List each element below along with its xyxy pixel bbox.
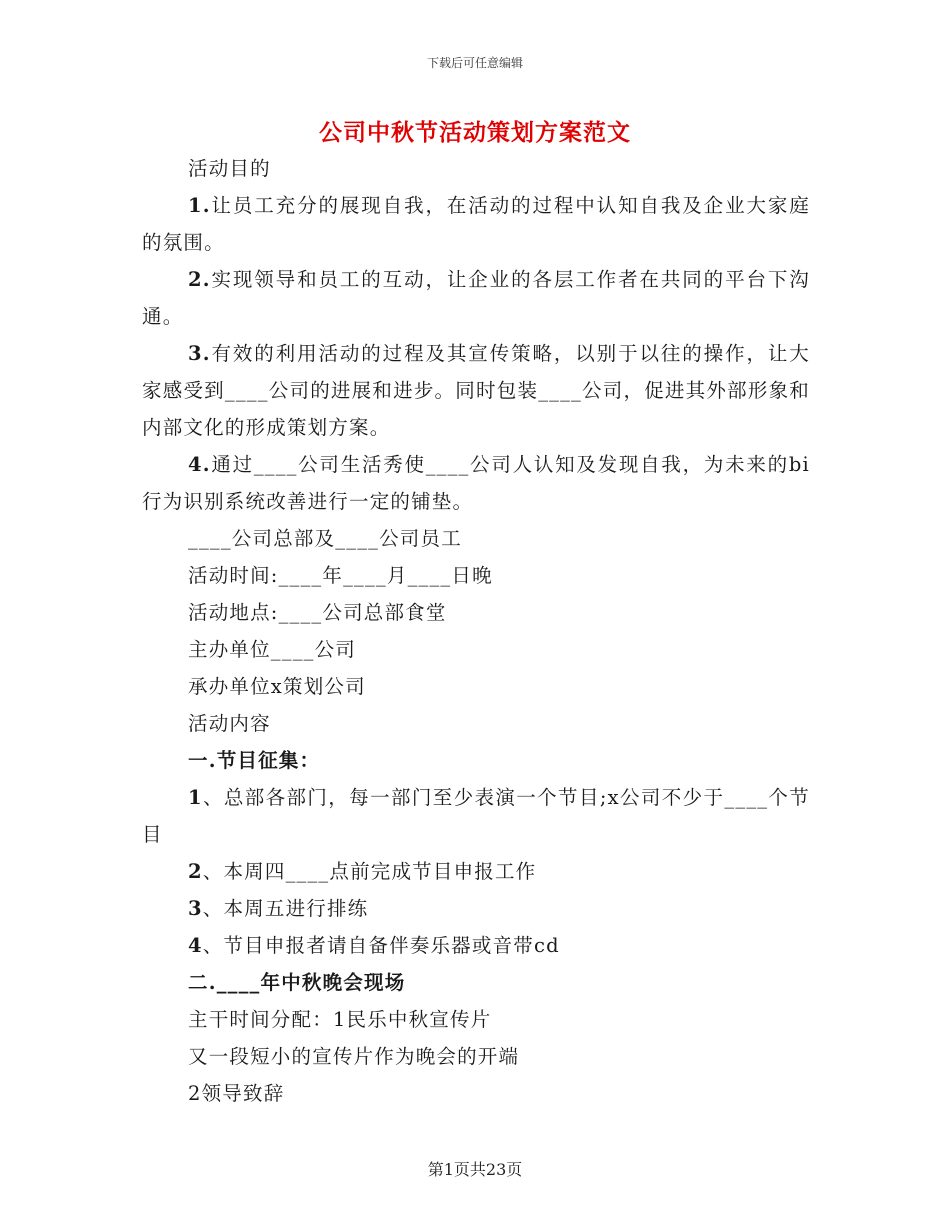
paragraph-location: 活动地点:____公司总部食堂 [188,601,447,624]
paragraph-item-1: 1.让员工充分的展现自我，在活动的过程中认知自我及企业大家庭的氛围。 [142,194,810,254]
paragraph: 2领导致辞 [188,1082,285,1105]
paragraph-time: 活动时间:____年____月____日晚 [188,564,493,587]
page-footer: 第1页共23页 [427,1160,523,1179]
document-title: 公司中秋节活动策划方案范文 [319,119,631,146]
paragraph-item-2: 2.实现领导和员工的互动，让企业的各层工作者在共同的平台下沟通。 [142,268,810,328]
paragraph-organizer: 主办单位____公司 [188,638,357,661]
list-item: 1、总部各部门，每一部门至少表演一个节目;x公司不少于____个节目 [142,786,810,846]
paragraph-participants: ____公司总部及____公司员工 [188,527,462,550]
list-item: 3、本周五进行排练 [188,897,369,920]
paragraph-item-4: 4.通过____公司生活秀使____公司人认知及发现自我，为未来的bi行为识别系统改善进行一定的铺垫。 [142,453,810,513]
paragraph: 活动目的 [188,157,271,180]
paragraph-undertaker: 承办单位x策划公司 [188,675,366,698]
paragraph-content-heading: 活动内容 [188,712,271,735]
section-heading-2: 二.____年中秋晚会现场 [188,971,406,994]
page-header: 下载后可任意编辑 [426,56,523,70]
paragraph-item-3: 3.有效的利用活动的过程及其宣传策略，以别于以往的操作，让大家感受到____公司的进展和进步。同时包装____公司，促进其外部形象和内部文化的形成策划方案。 [142,342,810,439]
list-item: 4、节目申报者请自备伴奏乐器或音带cd [188,934,560,957]
paragraph: 又一段短小的宣传片作为晚会的开端 [188,1045,520,1068]
section-heading-1: 一.节目征集： [188,749,321,772]
document-body [142,150,810,1112]
paragraph: 主干时间分配：1民乐中秋宣传片 [188,1008,492,1031]
list-item: 2、本周四____点前完成节目申报工作 [188,860,537,883]
